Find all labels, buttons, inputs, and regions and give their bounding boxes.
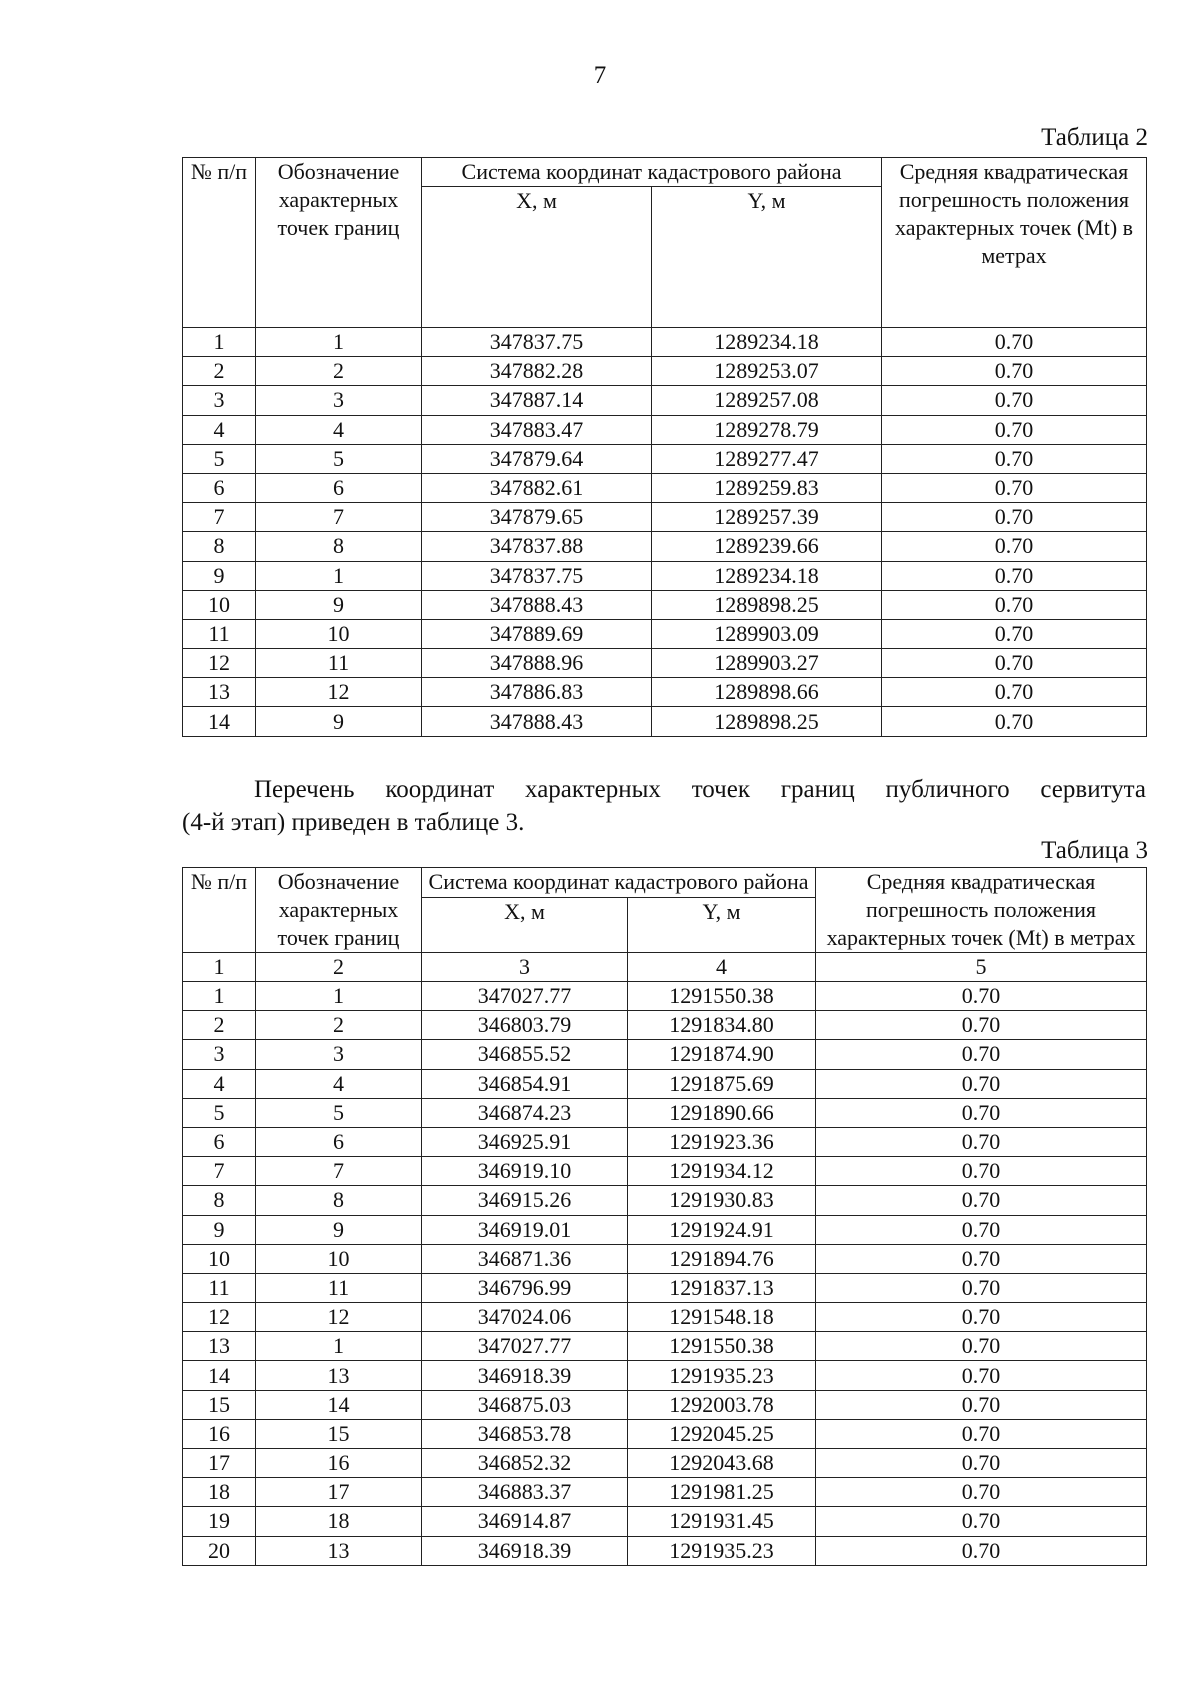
cell-x: 347837.75: [422, 328, 652, 357]
cell-y: 1291834.80: [628, 1011, 816, 1040]
cell-error: 0.70: [816, 1332, 1147, 1361]
cell-designation: 1: [256, 982, 422, 1011]
table-row: [183, 473, 1147, 502]
cell-num: 13: [183, 678, 256, 707]
cell-x: 346875.03: [422, 1390, 628, 1419]
cell-num: 2: [183, 1011, 256, 1040]
cell-y: 1289259.83: [652, 473, 882, 502]
cell-error: 0.70: [816, 1449, 1147, 1478]
cell-y: 1289234.18: [652, 328, 882, 357]
cell-num: 11: [183, 1273, 256, 1302]
table-row: [183, 1244, 1147, 1273]
table-row: [183, 415, 1147, 444]
cell-y: 1289903.09: [652, 619, 882, 648]
cell-error: 0.70: [882, 619, 1147, 648]
cell-designation: 10: [256, 619, 422, 648]
cell-num: 8: [183, 1186, 256, 1215]
cell-designation: 9: [256, 1215, 422, 1244]
table-row: [183, 1157, 1147, 1186]
cell-num: 13: [183, 1332, 256, 1361]
cell-designation: 3: [256, 386, 422, 415]
cell-error: 0.70: [816, 982, 1147, 1011]
cell-error: 0.70: [882, 415, 1147, 444]
cell-num: 1: [183, 982, 256, 1011]
cell-error: 0.70: [816, 1040, 1147, 1069]
cell-y: 1291550.38: [628, 1332, 816, 1361]
cell-designation: 2: [256, 1011, 422, 1040]
header-y: Y, м: [628, 898, 816, 953]
header-num: № п/п: [183, 158, 256, 328]
cell-x: 347027.77: [422, 1332, 628, 1361]
cell-x: 347888.96: [422, 649, 652, 678]
cell-error: 0.70: [882, 649, 1147, 678]
cell-num: 6: [183, 473, 256, 502]
cell-error: 0.70: [882, 357, 1147, 386]
cell-x: 347886.83: [422, 678, 652, 707]
cell-y: 1292003.78: [628, 1390, 816, 1419]
cell-designation: 7: [256, 1157, 422, 1186]
header-x: X, м: [422, 187, 652, 328]
header-coord-system: Система координат кадастрового района: [422, 868, 816, 898]
cell-x: 347882.28: [422, 357, 652, 386]
table-row: [183, 1098, 1147, 1127]
cell-x: 346853.78: [422, 1419, 628, 1448]
cell-x: 346874.23: [422, 1098, 628, 1127]
cell-num: 9: [183, 1215, 256, 1244]
cell-y: 1291550.38: [628, 982, 816, 1011]
cell-num: 7: [183, 1157, 256, 1186]
cell-x: 346914.87: [422, 1507, 628, 1536]
table-row: [183, 1127, 1147, 1156]
cell-x: 346918.39: [422, 1361, 628, 1390]
cell-y: 1289257.39: [652, 503, 882, 532]
table-row: [183, 1303, 1147, 1332]
cell-num: 12: [183, 649, 256, 678]
cell-num: 9: [183, 561, 256, 590]
header-error: Средняя квадратическая погрешность положения характерных точек (Mt) в метрах: [816, 868, 1147, 953]
cell-error: 0.70: [882, 444, 1147, 473]
cell-designation: 2: [256, 357, 422, 386]
cell-designation: 3: [256, 1040, 422, 1069]
cell-error: 0.70: [816, 1361, 1147, 1390]
cell-y: 1291930.83: [628, 1186, 816, 1215]
header-designation: Обозначение характерных точек границ: [256, 158, 422, 328]
cell-num: 10: [183, 590, 256, 619]
cell-error: 0.70: [816, 1303, 1147, 1332]
cell-designation: 8: [256, 1186, 422, 1215]
cell-designation: 16: [256, 1449, 422, 1478]
cell-designation: 13: [256, 1536, 422, 1565]
cell-x: 347888.43: [422, 590, 652, 619]
cell-error: 0.70: [882, 328, 1147, 357]
cell-y: 1291935.23: [628, 1361, 816, 1390]
cell-x: 346919.10: [422, 1157, 628, 1186]
column-number: 1: [183, 953, 256, 982]
table-row: [183, 1040, 1147, 1069]
cell-num: 6: [183, 1127, 256, 1156]
cell-y: 1289239.66: [652, 532, 882, 561]
header-num: № п/п: [183, 868, 256, 953]
cell-y: 1289898.25: [652, 707, 882, 736]
cell-y: 1292043.68: [628, 1449, 816, 1478]
cell-num: 8: [183, 532, 256, 561]
cell-error: 0.70: [816, 1215, 1147, 1244]
table-row: [183, 328, 1147, 357]
cell-num: 3: [183, 1040, 256, 1069]
cell-designation: 11: [256, 1273, 422, 1302]
table-row: [183, 1536, 1147, 1565]
cell-x: 347882.61: [422, 473, 652, 502]
table-row: [183, 561, 1147, 590]
cell-designation: 10: [256, 1244, 422, 1273]
cell-y: 1291548.18: [628, 1303, 816, 1332]
paragraph: [182, 773, 1146, 839]
cell-error: 0.70: [882, 473, 1147, 502]
table-row: [183, 1011, 1147, 1040]
cell-y: 1291874.90: [628, 1040, 816, 1069]
cell-x: 346854.91: [422, 1069, 628, 1098]
cell-y: 1289257.08: [652, 386, 882, 415]
table-row: [183, 678, 1147, 707]
cell-num: 10: [183, 1244, 256, 1273]
cell-error: 0.70: [816, 1069, 1147, 1098]
cell-error: 0.70: [816, 1536, 1147, 1565]
cell-x: 347883.47: [422, 415, 652, 444]
table-row: [183, 1332, 1147, 1361]
table-row: [183, 590, 1147, 619]
cell-error: 0.70: [816, 1273, 1147, 1302]
cell-designation: 13: [256, 1361, 422, 1390]
table-row: [183, 1361, 1147, 1390]
table-row: [183, 532, 1147, 561]
cell-error: 0.70: [882, 678, 1147, 707]
table-row: [183, 1215, 1147, 1244]
table-row: [183, 649, 1147, 678]
header-y: Y, м: [652, 187, 882, 328]
cell-error: 0.70: [816, 1507, 1147, 1536]
cell-designation: 6: [256, 1127, 422, 1156]
cell-num: 1: [183, 328, 256, 357]
cell-x: 347889.69: [422, 619, 652, 648]
cell-y: 1291890.66: [628, 1098, 816, 1127]
cell-num: 4: [183, 1069, 256, 1098]
cell-y: 1291935.23: [628, 1536, 816, 1565]
cell-x: 347024.06: [422, 1303, 628, 1332]
cell-error: 0.70: [882, 707, 1147, 736]
cell-designation: 8: [256, 532, 422, 561]
cell-y: 1291934.12: [628, 1157, 816, 1186]
cell-error: 0.70: [816, 1244, 1147, 1273]
cell-num: 15: [183, 1390, 256, 1419]
cell-num: 4: [183, 415, 256, 444]
cell-designation: 7: [256, 503, 422, 532]
cell-num: 18: [183, 1478, 256, 1507]
cell-x: 346918.39: [422, 1536, 628, 1565]
cell-designation: 4: [256, 415, 422, 444]
cell-designation: 18: [256, 1507, 422, 1536]
cell-y: 1289898.25: [652, 590, 882, 619]
header-error: Средняя квадратическая погрешность положения характерных точек (Mt) в метрах: [882, 158, 1147, 328]
table-row: [183, 357, 1147, 386]
cell-num: 3: [183, 386, 256, 415]
cell-num: 7: [183, 503, 256, 532]
cell-num: 2: [183, 357, 256, 386]
cell-x: 347027.77: [422, 982, 628, 1011]
cell-x: 346796.99: [422, 1273, 628, 1302]
cell-num: 14: [183, 707, 256, 736]
header-coord-system: Система координат кадастрового района: [422, 158, 882, 187]
cell-designation: 6: [256, 473, 422, 502]
table-row: [183, 1186, 1147, 1215]
table-row: [183, 619, 1147, 648]
cell-designation: 11: [256, 649, 422, 678]
cell-designation: 15: [256, 1419, 422, 1448]
cell-y: 1289253.07: [652, 357, 882, 386]
cell-error: 0.70: [816, 1011, 1147, 1040]
cell-x: 347879.65: [422, 503, 652, 532]
cell-y: 1289898.66: [652, 678, 882, 707]
cell-designation: 1: [256, 328, 422, 357]
cell-error: 0.70: [882, 503, 1147, 532]
coordinates-table-2: [182, 157, 1147, 737]
cell-designation: 5: [256, 444, 422, 473]
table-row: [183, 1478, 1147, 1507]
cell-x: 347879.64: [422, 444, 652, 473]
cell-num: 5: [183, 444, 256, 473]
cell-error: 0.70: [816, 1186, 1147, 1215]
table-row: [183, 1069, 1147, 1098]
paragraph-line-1: Перечень координат характерных точек границ публичного сервитута: [254, 776, 1146, 803]
cell-x: 346883.37: [422, 1478, 628, 1507]
table-2-caption: Таблица 2: [1041, 124, 1148, 151]
cell-x: 347837.88: [422, 532, 652, 561]
cell-designation: 1: [256, 1332, 422, 1361]
cell-y: 1291924.91: [628, 1215, 816, 1244]
cell-y: 1291837.13: [628, 1273, 816, 1302]
cell-error: 0.70: [816, 1127, 1147, 1156]
table-3-caption: Таблица 3: [1041, 837, 1148, 864]
cell-error: 0.70: [816, 1419, 1147, 1448]
column-number: 4: [628, 953, 816, 982]
cell-y: 1292045.25: [628, 1419, 816, 1448]
cell-x: 346871.36: [422, 1244, 628, 1273]
cell-designation: 12: [256, 678, 422, 707]
cell-y: 1289277.47: [652, 444, 882, 473]
cell-x: 346919.01: [422, 1215, 628, 1244]
cell-num: 16: [183, 1419, 256, 1448]
cell-error: 0.70: [816, 1390, 1147, 1419]
table-row: [183, 1449, 1147, 1478]
cell-error: 0.70: [882, 590, 1147, 619]
header-x: X, м: [422, 898, 628, 953]
cell-y: 1289903.27: [652, 649, 882, 678]
paragraph-line-2: (4-й этап) приведен в таблице 3.: [182, 809, 525, 836]
table-row: [183, 707, 1147, 736]
coordinates-table-3: [182, 867, 1147, 1566]
cell-designation: 9: [256, 590, 422, 619]
cell-num: 14: [183, 1361, 256, 1390]
table-row: [183, 386, 1147, 415]
cell-error: 0.70: [882, 532, 1147, 561]
cell-num: 17: [183, 1449, 256, 1478]
cell-error: 0.70: [882, 561, 1147, 590]
cell-y: 1289234.18: [652, 561, 882, 590]
cell-y: 1291894.76: [628, 1244, 816, 1273]
table-row: [183, 1273, 1147, 1302]
cell-x: 346803.79: [422, 1011, 628, 1040]
cell-error: 0.70: [882, 386, 1147, 415]
cell-x: 347887.14: [422, 386, 652, 415]
cell-x: 347888.43: [422, 707, 652, 736]
cell-y: 1291923.36: [628, 1127, 816, 1156]
cell-designation: 17: [256, 1478, 422, 1507]
cell-designation: 1: [256, 561, 422, 590]
cell-error: 0.70: [816, 1157, 1147, 1186]
cell-x: 346852.32: [422, 1449, 628, 1478]
cell-num: 20: [183, 1536, 256, 1565]
cell-num: 5: [183, 1098, 256, 1127]
table-row: [183, 1419, 1147, 1448]
cell-designation: 4: [256, 1069, 422, 1098]
cell-designation: 14: [256, 1390, 422, 1419]
cell-designation: 9: [256, 707, 422, 736]
cell-designation: 5: [256, 1098, 422, 1127]
page-number: 7: [593, 62, 607, 89]
table-row: [183, 1390, 1147, 1419]
table-row: [183, 444, 1147, 473]
column-number: 5: [816, 953, 1147, 982]
cell-designation: 12: [256, 1303, 422, 1332]
table-row: [183, 503, 1147, 532]
cell-x: 346915.26: [422, 1186, 628, 1215]
cell-num: 12: [183, 1303, 256, 1332]
cell-error: 0.70: [816, 1098, 1147, 1127]
cell-error: 0.70: [816, 1478, 1147, 1507]
cell-x: 346925.91: [422, 1127, 628, 1156]
cell-x: 347837.75: [422, 561, 652, 590]
column-number: 2: [256, 953, 422, 982]
table-row: [183, 1507, 1147, 1536]
cell-y: 1289278.79: [652, 415, 882, 444]
cell-num: 11: [183, 619, 256, 648]
cell-x: 346855.52: [422, 1040, 628, 1069]
header-designation: Обозначение характерных точек границ: [256, 868, 422, 953]
cell-num: 19: [183, 1507, 256, 1536]
cell-y: 1291875.69: [628, 1069, 816, 1098]
cell-y: 1291981.25: [628, 1478, 816, 1507]
column-number: 3: [422, 953, 628, 982]
table-row: [183, 982, 1147, 1011]
cell-y: 1291931.45: [628, 1507, 816, 1536]
